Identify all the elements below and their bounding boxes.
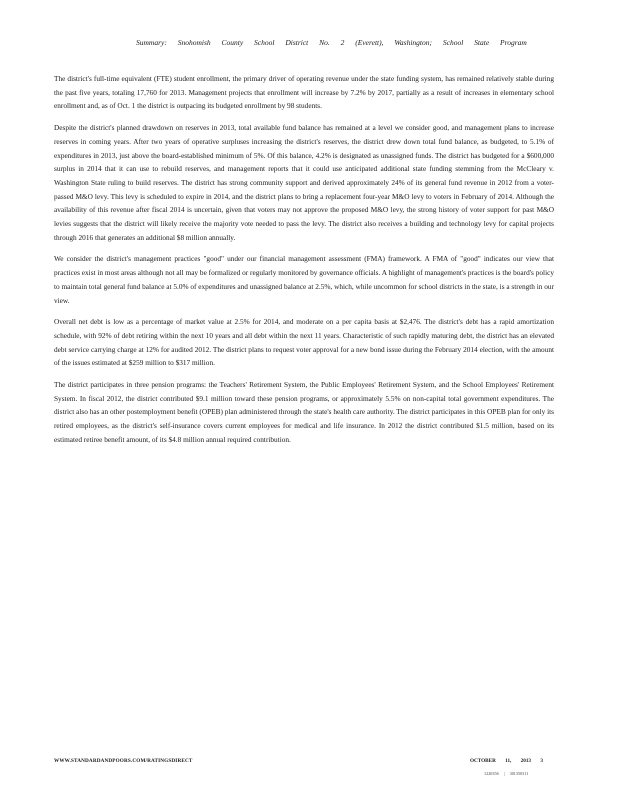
paragraph-enrollment: The district's full-time equivalent (FTE) student enrollment, the primary driver of operating revenue under the state funding system, has remained relatively stable during the past five years, totaling 17,760 for 2013. Management projects that enrollment will increase by 7.2% by 2017, partially as a result of increases in elementary school enrollment and, as of Oct. 1 the district is outpacing its budgeted enrollment by 98 students. [54,74,554,111]
footer-doc-id-2: 301350311 [509,771,529,776]
report-body [54,72,554,455]
footer-divider: | [503,771,505,776]
paragraph-reserves: Despite the district's planned drawdown on reserves in 2013, total available fund balance has remained at a level we consider good, and management plans to increase reserves in coming years. After two years of operative surpluses increasing the district's reserves, the district drew down total fund balance, as budgeted, to 5.1% of expenditures in 2013, just above the board-established minimum of 5%. Of this balance, 4.2% is designated as unassigned funds. The district has budgeted for a $600,000 surplus in 2014 that it can use to rebuild reserves, and management reports that it could use anticipated additional state funding stemming from the McCleary v. Washington State ruling to build reserves. The district has strong community support and derived approximately 24% of its general fund revenue in 2012 from a voter-passed M&O levy. This levy is scheduled to expire in 2014, and the district plans to bring a replacement four-year M&O levy to voters in February of 2014. Although the availability of this revenue after fiscal 2014 is uncertain, given that voters may not approve the proposed M&O levy, the strong history of voter support for past M&O levies suggests that the district will likely receive the majority vote needed to pass the levy. The district also receives a building and technology levy for capital projects through 2016 that generates an additional $8 million annually. [54,123,554,242]
paragraph-pension: The district participates in three pension programs: the Teachers' Retirement System, the Public Employees' Retirement System, and the School Employees' Retirement System. In fiscal 2012, the district contributed $9.1 million toward these pension programs, or approximately 5.5% on non-capital total government expenditures. The district also has an other postemployment benefit (OPEB) plan administered through the state's health care authority. The district participates in this OPEB plan for only its retired employees, as the district's self-insurance covers current employees for medical and life insurance. In 2012 the district contributed $1.5 million, based on its estimated retiree benefit amount, of its $4.8 million annual required contribution. [54,380,554,444]
footer-page-number: 3 [540,758,543,764]
running-header: Summary: Snohomish County School District No. 2 (Everett), Washington; School State Program [136,38,527,47]
footer-doc-id-1: 1220356 [484,771,499,776]
footer-date-page [470,758,543,764]
paragraph-debt: Overall net debt is low as a percentage of market value at 2.5% for 2014, and moderate on a per capita basis at $2,476. The district's debt has a rapid amortization schedule, with 92% of debt retiring within the next 10 years and all debt within the next 11 years. Characteristic of such rapidly maturing debt, the district has an elevated debt service carrying charge at 12% for audited 2012. The district plans to request voter approval for a new bond issue during the February 2014 election, with the amount of the issues estimated at $259 million to $317 million. [54,317,554,368]
footer-date: OCTOBER 11, 2013 [470,758,532,764]
footer-website[interactable]: WWW.STANDARDANDPOORS.COM/RATINGSDIRECT [54,758,193,764]
paragraph-management: We consider the district's management practices "good" under our financial management assessment (FMA) framework. A FMA of "good" indicates our view that practices exist in most areas although not all may be formalized or regularly monitored by governance officials. A highlight of management's practices is the board's policy to maintain total general fund balance at 5.0% of expenditures and unassigned balance at 2.5%, which, while uncommon for school districts in the state, is a strength in our view. [54,254,554,305]
footer-document-ids [484,771,528,776]
